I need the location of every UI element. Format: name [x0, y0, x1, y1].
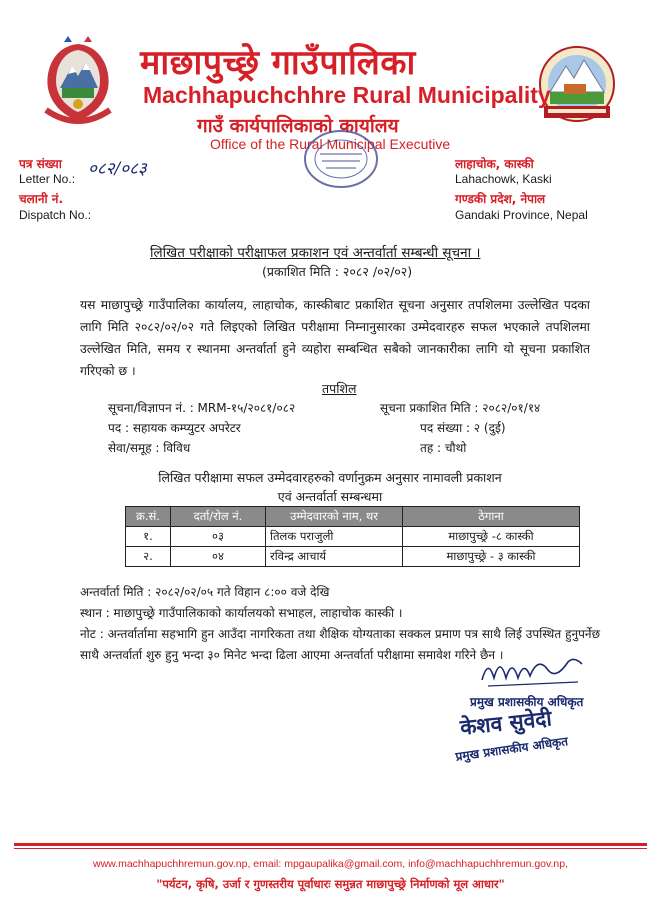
address-line2-nepali: गण्डकी प्रदेश, नेपाल [455, 192, 546, 206]
column-header-address: ठेगाना [403, 507, 580, 527]
post-name: पद : सहायक कम्प्युटर अपरेटर [108, 421, 241, 435]
cell-serial: २. [126, 547, 171, 567]
municipality-title-english: Machhapuchchhre Rural Municipality [143, 82, 551, 108]
cell-name: तिलक पराजुली [266, 527, 403, 547]
cell-serial: १. [126, 527, 171, 547]
letter-no-label-english: Letter No.: [19, 172, 76, 186]
notice-paragraph: यस माछापुच्छ्रे गाउँपालिका कार्यालय, लाहाचोक, कास्कीबाट प्रकाशित सूचना अनुसार तपशिलमा उल्लेखित पदका लागि मिति २०८२/०२/०२ गते लिइएको लिखित परीक्षामा निम्नानुसारका उम्मेदवारहरु सफल भएकाले तपशिलमा उल्लेखित मिति, समय र स्थानमा अन्तर्वार्ता हुने व्यहोरा सम्बन्धित सबैको जानकारीका लागि यो सूचना प्रकाशित गरिएको छ । [80, 298, 590, 378]
column-header-name: उम्मेदवारको नाम, थर [266, 507, 403, 527]
dispatch-no-label-nepali: चलानी नं. [19, 192, 64, 206]
cell-roll: ०४ [171, 547, 266, 567]
result-list-heading [100, 468, 560, 506]
interview-place: स्थान : माछापुच्छ्रे गाउँपालिकाको कार्यालयको सभाहल, लाहाचोक कास्की । [80, 606, 403, 620]
interview-date: अन्तर्वार्ता मिति : २०८२/०२/०५ गते विहान ८:०० वजे देखि [80, 585, 330, 599]
cell-name: रविन्द्र आचार्य [266, 547, 403, 567]
footer-divider-thin [14, 848, 647, 849]
footer-divider [14, 843, 647, 846]
address-line1-english: Lahachowk, Kaski [455, 172, 552, 186]
column-header-serial: क्र.सं. [126, 507, 171, 527]
footer-contact: www.machhapuchhremun.gov.np, email: mpgaupalika@gmail.com, info@machhapuchhremun.gov.np, [92, 858, 568, 870]
column-header-roll: दर्ता/रोल नं. [171, 507, 266, 527]
post-level: तह : चौथो [420, 441, 467, 455]
table-row [126, 527, 580, 547]
office-title-nepali: गाउँ कार्यपालिकाको कार्यालय [197, 115, 399, 137]
cell-roll: ०३ [171, 527, 266, 547]
cell-address: माछापुच्छ्रे -८ कास्की [403, 527, 580, 547]
officer-stamp-title: प्रमुख प्रशासकीय अधिकृत [470, 695, 584, 709]
table-header-row [126, 507, 580, 527]
results-table [125, 506, 580, 567]
ad-number: सूचना/विज्ञापन नं. : MRM-१५/२०८१/०८२ [108, 401, 296, 415]
office-seal [302, 128, 380, 190]
officer-designation: प्रमुख प्रशासकीय अधिकृत [454, 734, 569, 764]
letter-no-label-nepali: पत्र संख्या [19, 157, 62, 171]
notice-heading: लिखित परीक्षाको परीक्षाफल प्रकाशन एवं अन्तर्वार्ता सम्बन्धी सूचना । [150, 245, 481, 261]
interview-note: नोट : अन्तर्वार्तामा सहभागि हुन आउँदा नागरिकता तथा शैक्षिक योग्यताका सक्कल प्रमाण पत्र साथै लिई उपस्थित हुनुपर्नेछ साथै अन्तर्वार्ता शुरु हुनु भन्दा ३० मिनेट भन्दा ढिला आएमा अन्तर्वार्ता परीक्षामा समावेश गरिने छैन । [80, 627, 600, 662]
cell-address: माछापुच्छ्रे - ३ कास्की [403, 547, 580, 567]
letter-no-value: ०८२/०८३ [88, 159, 147, 179]
result-list-heading-line2: एवं अन्तर्वार्ता सम्बन्धमा [277, 489, 383, 504]
office-title-english: Office of the Rural Municipal Executive [210, 136, 451, 152]
service-group: सेवा/समूह : विविध [108, 441, 191, 455]
officer-name: केशव सुवेदी [458, 706, 553, 740]
post-count: पद संख्या : २ (दुई) [420, 421, 506, 435]
address-line1-nepali: लाहाचोक, कास्की [455, 157, 534, 171]
dispatch-no-label-english: Dispatch No.: [19, 208, 92, 222]
address-line2-english: Gandaki Province, Nepal [455, 208, 588, 222]
nepal-emblem-icon [28, 36, 128, 128]
signature-scribble-icon [478, 650, 588, 692]
result-list-heading-line1: लिखित परीक्षामा सफल उम्मेदवारहरुको वर्णानुक्रम अनुसार नामावली प्रकाशन [158, 470, 502, 485]
notice-published-date: (प्रकाशित मिति : २०८२ /०२/०२) [262, 264, 413, 279]
ad-published-date: सूचना प्रकाशित मिति : २०८२/०१/१४ [380, 401, 541, 415]
details-heading: तपशिल [322, 381, 357, 396]
table-row [126, 547, 580, 567]
municipality-title-nepali: माछापुच्छ्रे गाउँपालिका [140, 43, 416, 83]
footer-slogan: "पर्यटन, कृषि, उर्जा र गुणस्तरीय पूर्वाधारः समुन्नत माछापुच्छ्रे निर्माणको मूल आधार" [156, 877, 505, 891]
